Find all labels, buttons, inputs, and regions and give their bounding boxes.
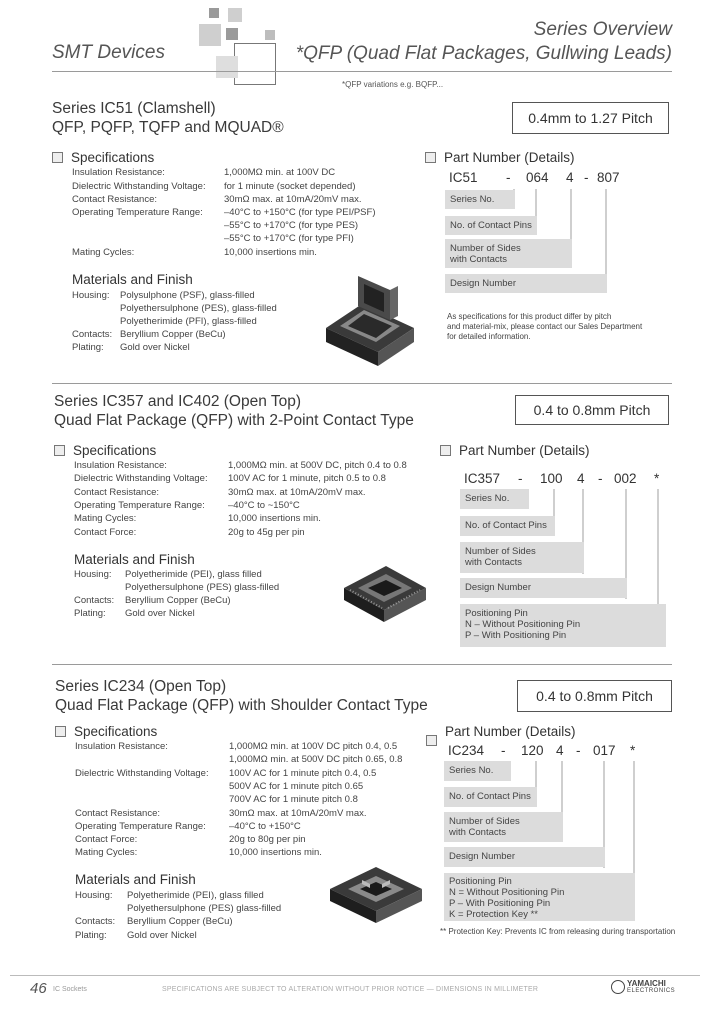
spec-label: Insulation Resistance: [75, 741, 168, 752]
mat-value: Polyetherimide (PFI), glass-filled [120, 316, 257, 327]
pn-box-series: Series No. [445, 190, 515, 209]
s3-materials-heading: Materials and Finish [75, 872, 196, 887]
s2-title-1: Series IC357 and IC402 (Open Top) [54, 393, 302, 410]
spec-value: 10,000 insertions min. [229, 847, 322, 858]
ic357-socket-photo [340, 548, 430, 626]
mat-value: Polyethersulphone (PES), glass-filled [120, 303, 277, 314]
spec-value: 1,000MΩ min. at 500V DC pitch 0.65, 0.8 [229, 754, 403, 765]
mat-value: Polyetherimide (PEI), glass filled [127, 890, 264, 901]
s1-materials-heading: Materials and Finish [72, 272, 193, 287]
spec-value: –55°C to +170°C (for type PES) [224, 220, 359, 231]
pn-pins: 120 [521, 743, 544, 758]
footer-brand-2: ELECTRONICS [627, 988, 676, 994]
header-left-title: SMT Devices [52, 42, 165, 63]
footer-rule [10, 975, 700, 976]
spec-label: Contact Resistance: [74, 487, 160, 498]
s3-pitch-box: 0.4 to 0.8mm Pitch [517, 680, 672, 712]
spec-label: Dielectric Withstanding Voltage: [75, 768, 209, 779]
spec-value: for 1 minute (socket depended) [224, 181, 356, 192]
pn-box-design: Design Number [460, 578, 627, 598]
spec-value: –55°C to +170°C (for type PFI) [224, 233, 354, 244]
spec-value: 30mΩ max. at 10mA/20mV max. [228, 487, 366, 498]
spec-label: Operating Temperature Range: [75, 821, 206, 832]
header-rule [52, 71, 672, 72]
pn-series: IC234 [448, 743, 485, 758]
pn-sides: 4 [566, 170, 574, 185]
mat-label: Plating: [72, 342, 104, 353]
mat-value: Polysulphone (PSF), glass-filled [120, 290, 255, 301]
s1-note-line: As specifications for this product differ by pitch [447, 312, 612, 321]
spec-label: Dielectric Withstanding Voltage: [72, 181, 206, 192]
pn-pins: 100 [540, 471, 563, 486]
pn-box-sides: Number of Sides with Contacts [460, 542, 584, 573]
s1-pn-heading: Part Number (Details) [425, 150, 575, 165]
mat-value: Polyethersulphone (PES) glass-filled [125, 582, 280, 593]
spec-value: 30mΩ max. at 10mA/20mV max. [229, 808, 367, 819]
spec-label: Contact Resistance: [72, 194, 158, 205]
s2-pn-heading: Part Number (Details) [440, 443, 590, 458]
mat-label: Contacts: [75, 916, 116, 927]
header-right-title-2: *QFP (Quad Flat Packages, Gullwing Leads) [295, 43, 672, 64]
mat-value: Polyetherimide (PEI), glass filled [125, 569, 262, 580]
spec-label: Mating Cycles: [75, 847, 138, 858]
s2-pitch-box: 0.4 to 0.8mm Pitch [515, 395, 669, 425]
pn-box-series: Series No. [460, 489, 529, 509]
pn-box-sides: Number of Sides with Contacts [444, 812, 563, 842]
s3-pn-heading: Part Number (Details) [426, 724, 576, 739]
ic234-socket-photo [326, 855, 426, 929]
s3-title-1: Series IC234 (Open Top) [55, 678, 227, 695]
spec-value: 100V AC for 1 minute, pitch 0.5 to 0.8 [228, 473, 386, 484]
mat-value: Gold over Nickel [120, 342, 190, 353]
pn-box-positioning: Positioning Pin N – Without Positioning Pin P – With Positioning Pin [460, 604, 666, 647]
spec-value: 500V AC for 1 minute pitch 0.65 [229, 781, 364, 792]
pn-series: IC51 [449, 170, 478, 185]
spec-label: Mating Cycles: [74, 513, 137, 524]
mat-value: Gold over Nickel [125, 608, 195, 619]
spec-value: 10,000 insertions min. [228, 513, 321, 524]
spec-label: Insulation Resistance: [72, 167, 165, 178]
pn-dash: - [576, 743, 581, 758]
s1-title-2: QFP, PQFP, TQFP and MQUAD® [52, 119, 284, 136]
pn-box-pins: No. of Contact Pins [444, 787, 537, 807]
s3-spec-heading: Specifications [55, 724, 157, 739]
footer-brand-1: YAMAICHI [627, 979, 666, 988]
mat-value: Gold over Nickel [127, 930, 197, 941]
pn-dash: - [584, 170, 589, 185]
pn-dash: - [506, 170, 511, 185]
pn-sides: 4 [577, 471, 585, 486]
mat-label: Housing: [74, 569, 112, 580]
mat-label: Contacts: [74, 595, 115, 606]
pn-box-sides: Number of Sides with Contacts [445, 239, 572, 268]
s1-note-line: for detailed information. [447, 332, 531, 341]
s1-spec-heading: Specifications [52, 150, 154, 165]
checkbox-icon [52, 152, 63, 163]
pn-series: IC357 [464, 471, 501, 486]
spec-value: 1,000MΩ min. at 100V DC pitch 0.4, 0.5 [229, 741, 398, 752]
spec-label: Dielectric Withstanding Voltage: [74, 473, 208, 484]
s2-title-2: Quad Flat Package (QFP) with 2-Point Contact Type [54, 412, 414, 429]
s1-pitch-box: 0.4mm to 1.27 Pitch [512, 102, 669, 134]
pn-dash: - [598, 471, 603, 486]
pn-box-pins: No. of Contact Pins [460, 516, 555, 536]
pn-pins: 064 [526, 170, 549, 185]
pn-sides: 4 [556, 743, 564, 758]
spec-value: 1,000MΩ min. at 100V DC [224, 167, 336, 178]
pn-box-pins: No. of Contact Pins [445, 216, 537, 235]
spec-value: 700V AC for 1 minute pitch 0.8 [229, 794, 358, 805]
pn-option: * [630, 743, 636, 758]
spec-label: Contact Force: [75, 834, 138, 845]
mat-label: Plating: [75, 930, 107, 941]
spec-value: –40°C to +150°C (for type PEI/PSF) [224, 207, 376, 218]
checkbox-icon [54, 445, 65, 456]
pn-dash: - [501, 743, 506, 758]
footer-page-number: 46 [30, 980, 47, 997]
mat-label: Housing: [75, 890, 113, 901]
pn-design: 002 [614, 471, 637, 486]
spec-value: 30mΩ max. at 10mA/20mV max. [224, 194, 362, 205]
mat-value: Beryllium Copper (BeCu) [125, 595, 231, 606]
pn-box-positioning: Positioning Pin N = Without Positioning Pin P – With Positioning Pin K = Protection Key ** [444, 873, 635, 921]
pn-design: 017 [593, 743, 616, 758]
header-subnote: *QFP variations e.g. BQFP... [342, 80, 444, 89]
mat-value: Beryllium Copper (BeCu) [127, 916, 233, 927]
spec-value: –40°C to ~150°C [228, 500, 300, 511]
spec-value: 1,000MΩ min. at 500V DC, pitch 0.4 to 0.8 [228, 460, 407, 471]
spec-value: –40°C to +150°C [229, 821, 301, 832]
section-rule [52, 383, 672, 384]
checkbox-icon [425, 152, 436, 163]
spec-value: 20g to 80g per pin [229, 834, 306, 845]
pn-dash: - [518, 471, 523, 486]
spec-label: Mating Cycles: [72, 247, 135, 258]
s3-note-line: ** Protection Key: Prevents IC from releasing during transportation [440, 927, 676, 936]
checkbox-icon [440, 445, 451, 456]
spec-value: 20g to 45g per pin [228, 527, 305, 538]
s2-spec-heading: Specifications [54, 443, 156, 458]
footer-page-label: IC Sockets [53, 986, 87, 993]
spec-value: 100V AC for 1 minute pitch 0.4, 0.5 [229, 768, 377, 779]
s3-title-2: Quad Flat Package (QFP) with Shoulder Contact Type [55, 697, 428, 714]
pn-option: * [654, 471, 660, 486]
pn-box-design: Design Number [445, 274, 607, 293]
ic51-socket-photo [318, 268, 418, 370]
pn-box-series: Series No. [444, 761, 511, 781]
mat-label: Contacts: [72, 329, 113, 340]
s1-title-1: Series IC51 (Clamshell) [52, 100, 216, 117]
footer-disclaimer: SPECIFICATIONS ARE SUBJECT TO ALTERATION WITHOUT PRIOR NOTICE — DIMENSIONS IN MILLIMETER [162, 986, 539, 993]
mat-label: Housing: [72, 290, 110, 301]
spec-value: 10,000 insertions min. [224, 247, 317, 258]
checkbox-icon [55, 726, 66, 737]
spec-label: Operating Temperature Range: [72, 207, 203, 218]
spec-label: Insulation Resistance: [74, 460, 167, 471]
mat-label: Plating: [74, 608, 106, 619]
pn-design: 807 [597, 170, 620, 185]
spec-label: Contact Resistance: [75, 808, 161, 819]
spec-label: Contact Force: [74, 527, 137, 538]
yamaichi-logo-icon [611, 980, 625, 994]
s1-note-line: and material-mix, please contact our Sales Department [447, 322, 643, 331]
s2-materials-heading: Materials and Finish [74, 552, 195, 567]
mat-value: Polyethersulphone (PES) glass-filled [127, 903, 282, 914]
spec-label: Operating Temperature Range: [74, 500, 205, 511]
mat-value: Beryllium Copper (BeCu) [120, 329, 226, 340]
checkbox-icon [426, 735, 437, 746]
section-rule [52, 664, 672, 665]
pn-box-design: Design Number [444, 847, 605, 867]
header-right-title-1: Series Overview [533, 19, 672, 40]
